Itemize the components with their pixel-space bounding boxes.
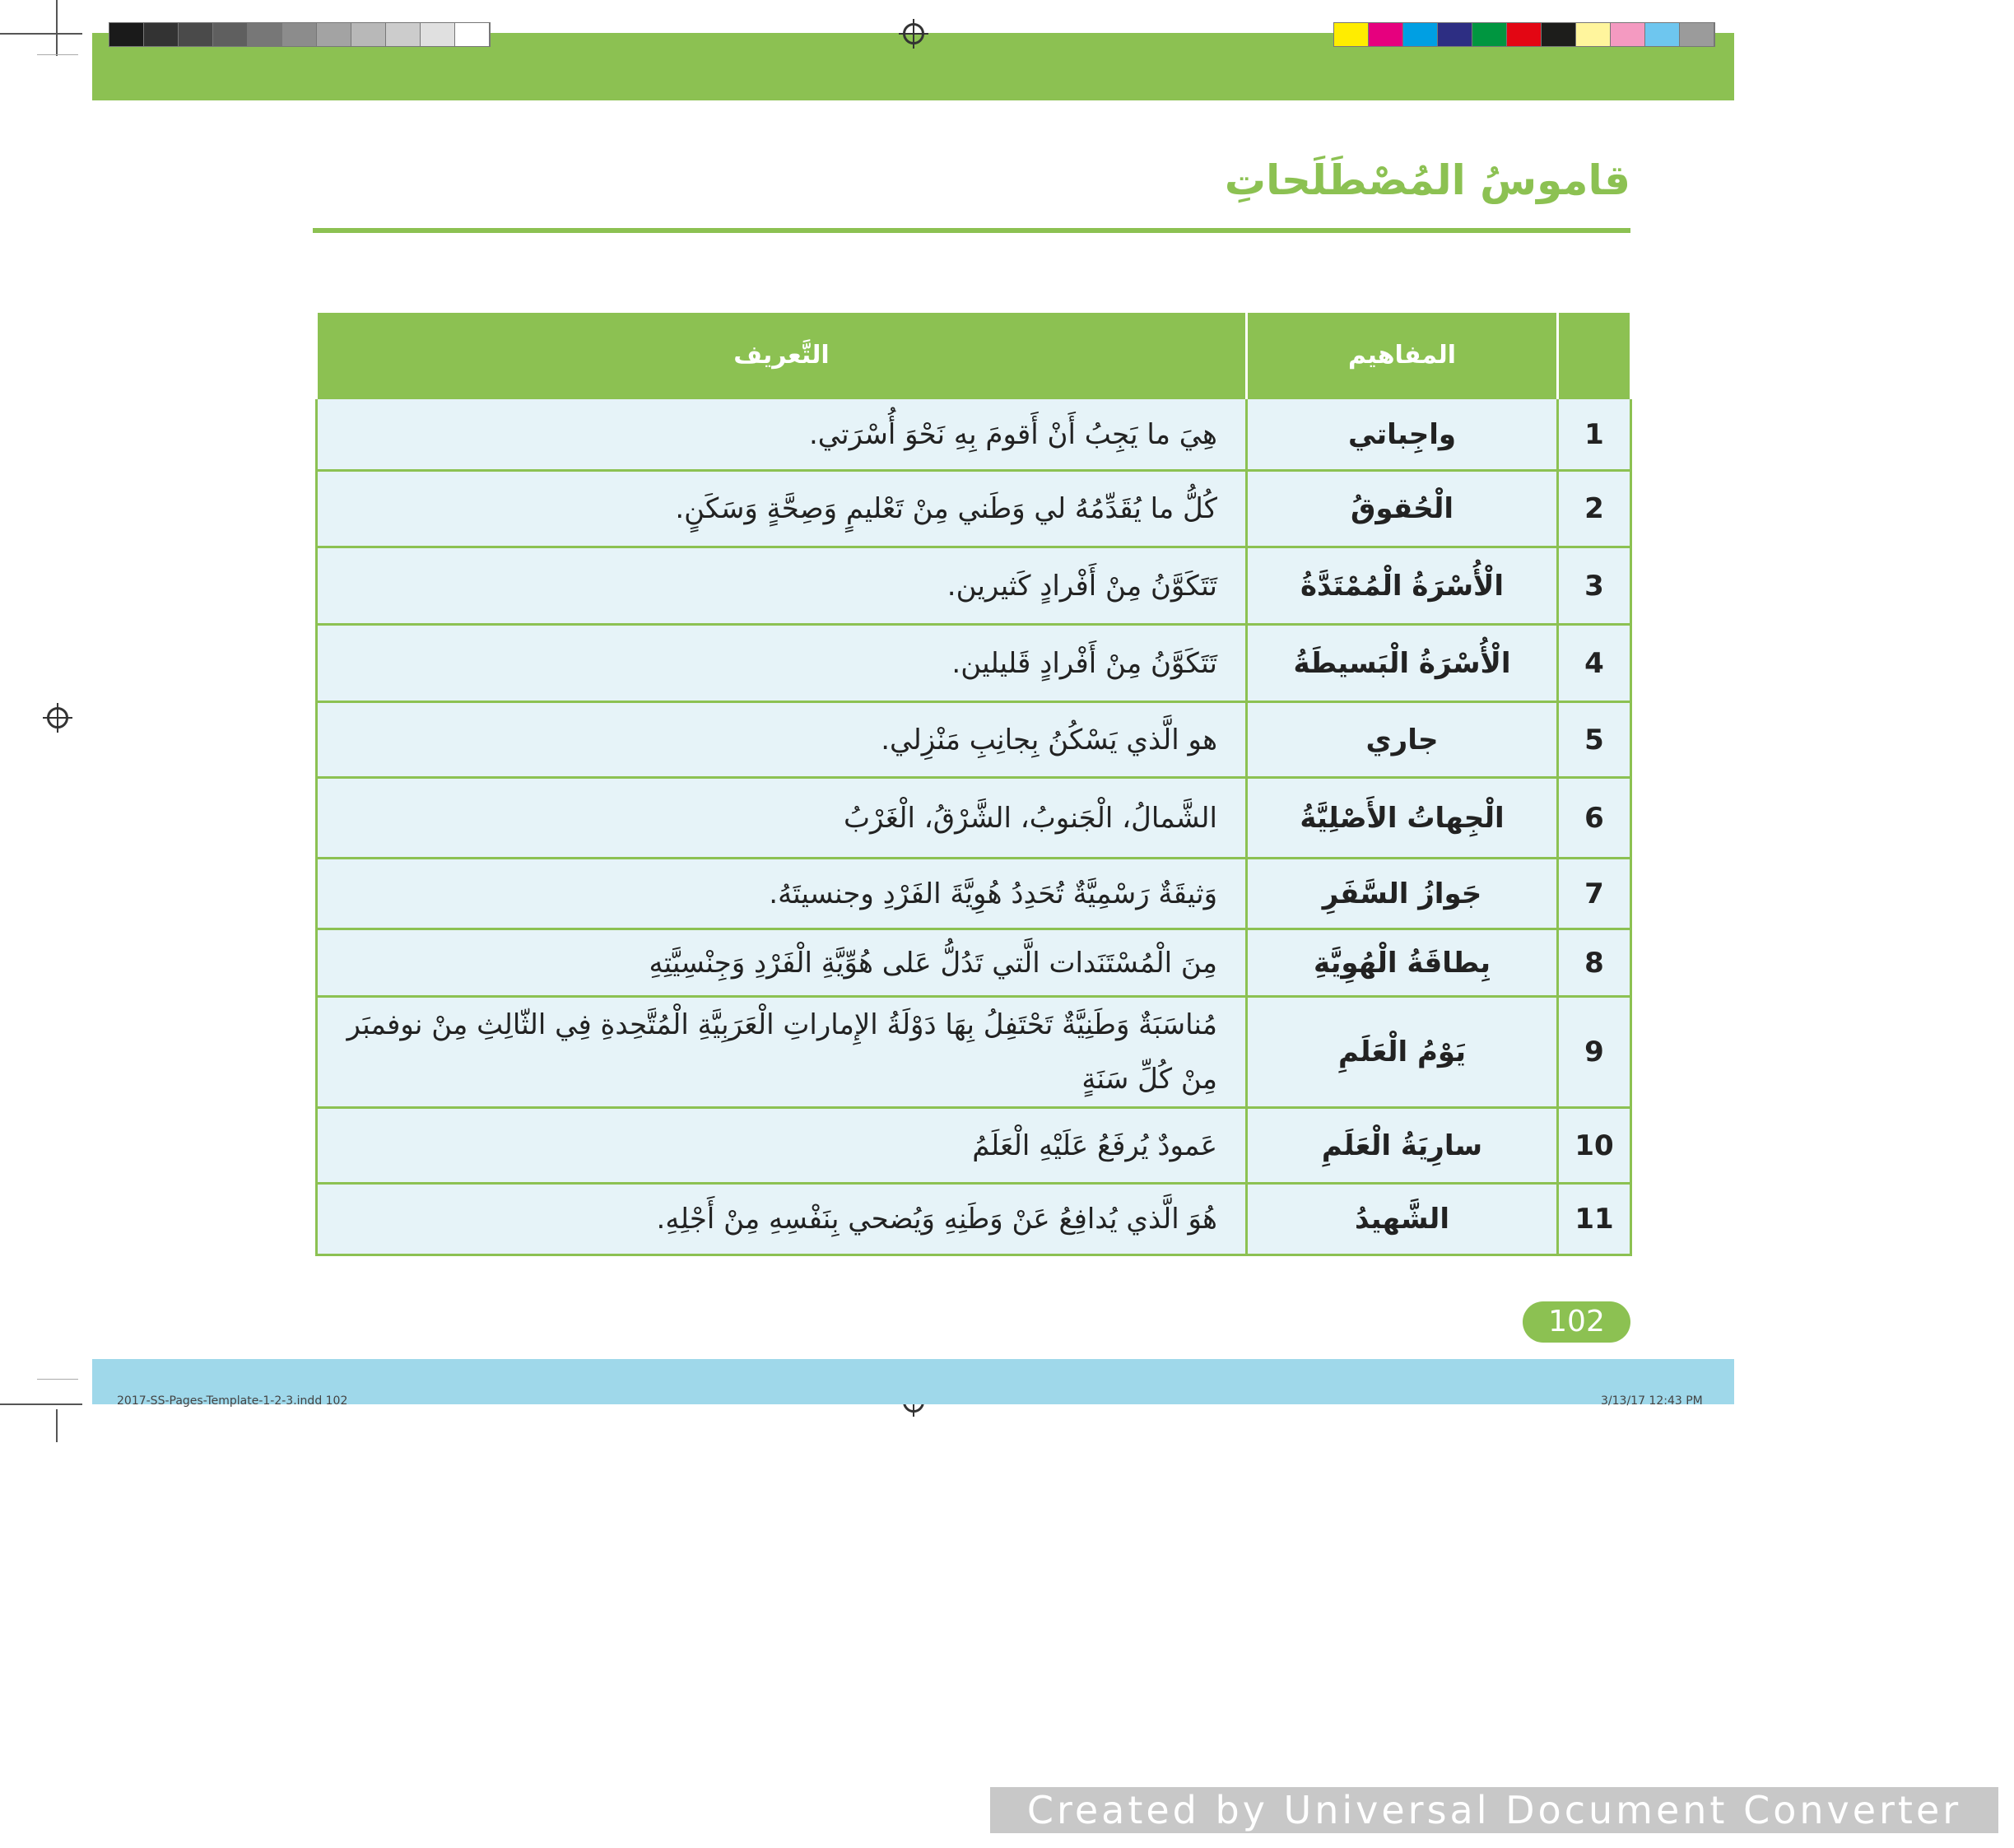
- page-number-badge: 102: [1523, 1301, 1630, 1343]
- color-swatch: [1438, 23, 1472, 46]
- term-cell: يَوْمُ الْعَلَمِ: [1247, 997, 1558, 1108]
- color-swatch: [1369, 23, 1403, 46]
- gray-swatch: [455, 23, 490, 46]
- table-row: [317, 1108, 1631, 1184]
- term-cell: جَوازُ السَّفَرِ: [1247, 859, 1558, 929]
- color-swatch: [1645, 23, 1680, 46]
- row-number: 8: [1558, 929, 1631, 997]
- color-swatch: [1403, 23, 1438, 46]
- color-swatch: [1611, 23, 1645, 46]
- gray-swatch: [144, 23, 179, 46]
- row-number: 5: [1558, 702, 1631, 778]
- print-slug-right: 3/13/17 12:43 PM: [1601, 1394, 1703, 1408]
- row-number: 6: [1558, 778, 1631, 859]
- row-number: 1: [1558, 398, 1631, 471]
- row-number: 2: [1558, 471, 1631, 547]
- term-cell: الْجِهاتُ الأَصْلِيَّةُ: [1247, 778, 1558, 859]
- table-row: [317, 547, 1631, 625]
- crop-mark: [0, 33, 82, 35]
- crop-mark: [0, 1403, 82, 1405]
- color-swatch: [1680, 23, 1714, 46]
- crop-mark: [37, 1379, 78, 1380]
- color-swatch: [1507, 23, 1542, 46]
- term-cell: سارِيَةُ الْعَلَمِ: [1247, 1108, 1558, 1184]
- grayscale-calibration-strip: [109, 22, 491, 47]
- row-number: 9: [1558, 997, 1631, 1108]
- gray-swatch: [248, 23, 282, 46]
- row-number: 3: [1558, 547, 1631, 625]
- term-cell: واجِباتي: [1247, 398, 1558, 471]
- table-row: [317, 997, 1631, 1108]
- definition-cell: مِنَ الْمُسْتَنَدات الَّتي تَدُلُّ عَلى هُوِّيَّةِ الْفَرْدِ وَجِنْسِيَّتِهِ: [317, 929, 1247, 997]
- table-row: [317, 1184, 1631, 1255]
- converter-watermark: Created by Universal Document Converter: [990, 1787, 1998, 1833]
- row-number: 7: [1558, 859, 1631, 929]
- row-number: 11: [1558, 1184, 1631, 1255]
- term-cell: الْأُسْرَةُ الْمُمْتَدَّةُ: [1247, 547, 1558, 625]
- gray-swatch: [386, 23, 421, 46]
- title-underline: [313, 228, 1630, 233]
- definition-cell: وَثيقَةٌ رَسْمِيَّةٌ تُحَدِدُ هُوِيَّةَ الفَرْدِ وجنسيتَهُ.: [317, 859, 1247, 929]
- definition-cell: تَتَكَوَّنُ مِنْ أَفْرادٍ كَثيرين.: [317, 547, 1247, 625]
- color-swatch: [1576, 23, 1611, 46]
- gray-swatch: [421, 23, 455, 46]
- crop-mark: [56, 1409, 58, 1442]
- term-cell: الْحُقوقُ: [1247, 471, 1558, 547]
- definition-cell: كُلُّ ما يُقَدِّمُهُ لي وَطَني مِنْ تَعْليمٍ وَصِحَّةٍ وَسَكَنٍ.: [317, 471, 1247, 547]
- definition-cell: هو الَّذي يَسْكُنُ بِجانِبِ مَنْزِلي.: [317, 702, 1247, 778]
- table-row: [317, 929, 1631, 997]
- column-header-number: [1558, 313, 1631, 398]
- table-row: [317, 398, 1631, 471]
- gray-swatch: [351, 23, 386, 46]
- color-calibration-strip: [1333, 22, 1715, 47]
- definition-cell: عَمودٌ يُرفَعُ عَلَيْهِ الْعَلَمُ: [317, 1108, 1247, 1184]
- term-cell: الشَّهيدُ: [1247, 1184, 1558, 1255]
- crop-mark: [37, 54, 78, 55]
- crop-mark: [56, 0, 58, 56]
- color-swatch: [1542, 23, 1576, 46]
- registration-mark-icon: [903, 23, 924, 44]
- gray-swatch: [179, 23, 213, 46]
- registration-mark-icon: [47, 707, 68, 728]
- definition-cell: الشَّمالُ، الْجَنوبُ، الشَّرْقُ، الْغَرْبُ: [317, 778, 1247, 859]
- definition-cell: تَتَكَوَّنُ مِنْ أَفْرادٍ قَليلين.: [317, 625, 1247, 702]
- table-header-row: [317, 313, 1631, 398]
- term-cell: الْأُسْرَةُ الْبَسيطَةُ: [1247, 625, 1558, 702]
- glossary-table: [315, 313, 1632, 1256]
- row-number: 4: [1558, 625, 1631, 702]
- table-row: [317, 471, 1631, 547]
- color-swatch: [1472, 23, 1507, 46]
- definition-cell: هُوَ الَّذي يُدافِعُ عَنْ وَطَنِهِ وَيُضحي بِنَفْسِهِ مِنْ أَجْلِهِ.: [317, 1184, 1247, 1255]
- row-number: 10: [1558, 1108, 1631, 1184]
- print-slug-left: 2017-SS-Pages-Template-1-2-3.indd 102: [117, 1394, 348, 1408]
- color-swatch: [1334, 23, 1369, 46]
- page-title: قاموسُ المُصْطَلَحاتِ: [1224, 156, 1630, 204]
- table-row: [317, 778, 1631, 859]
- definition-cell: هِيَ ما يَجِبُ أَنْ أَقومَ بِهِ نَحْوَ أُسْرَتي.: [317, 398, 1247, 471]
- table-row: [317, 702, 1631, 778]
- gray-swatch: [213, 23, 248, 46]
- gray-swatch: [317, 23, 351, 46]
- definition-cell: مُناسَبَةٌ وَطَنِيَّةٌ تَحْتَفِلُ بِهَا دَوْلَةُ الإِماراتِ الْعَرَبِيَّةِ الْمُتَّحِدةِ فِي الثّالِثِ مِنْ نوفمبَر مِنْ كُلِّ سَنَةٍ: [317, 997, 1247, 1108]
- column-header-definition: التَّعريف: [317, 313, 1247, 398]
- gray-swatch: [282, 23, 317, 46]
- column-header-term: المفاهيم: [1247, 313, 1558, 398]
- table-row: [317, 859, 1631, 929]
- term-cell: جاري: [1247, 702, 1558, 778]
- gray-swatch: [109, 23, 144, 46]
- table-row: [317, 625, 1631, 702]
- term-cell: بِطاقَةُ الْهُوِيَّةِ: [1247, 929, 1558, 997]
